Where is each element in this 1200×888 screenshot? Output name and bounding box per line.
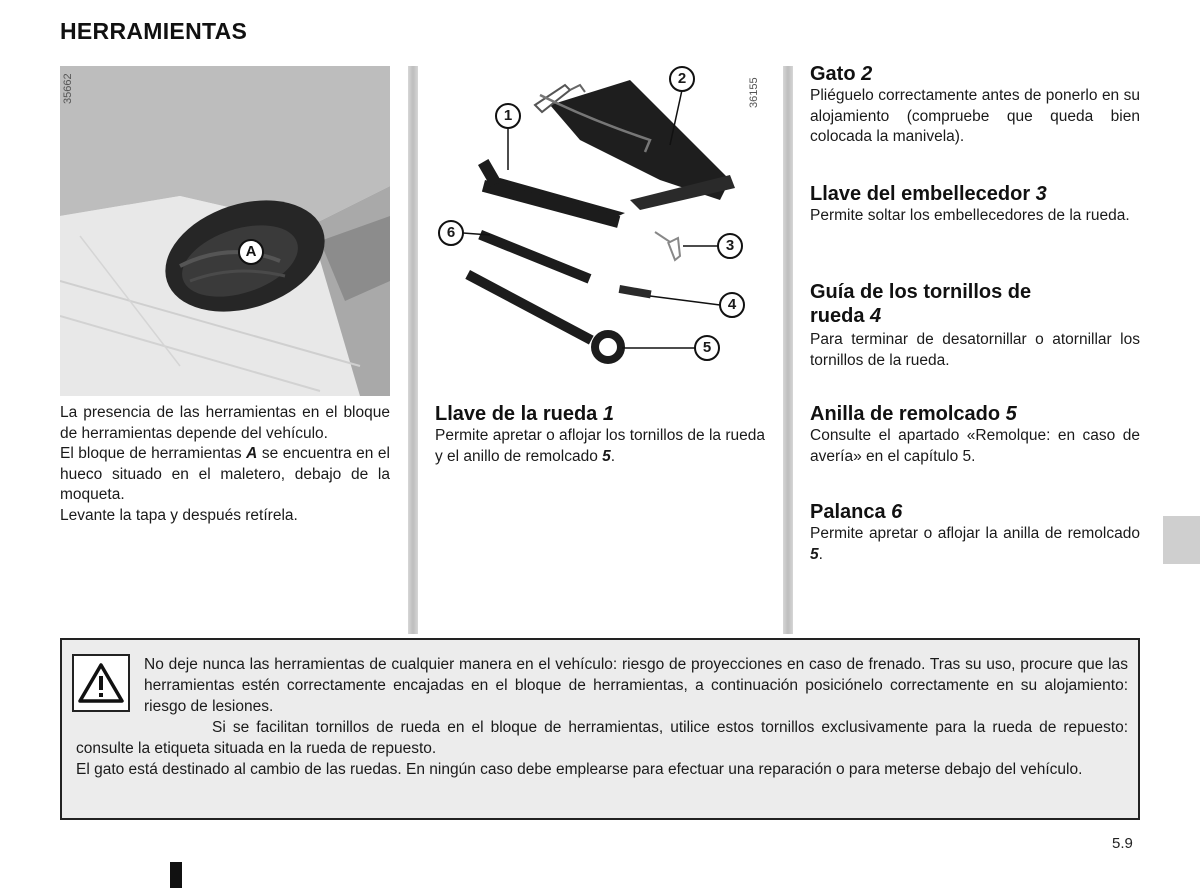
- description-text: Permite apretar o aflojar la anilla de remolcado: [810, 525, 1140, 542]
- callout-6: 6: [446, 224, 456, 241]
- section-title-text: Llave del embellecedor: [810, 183, 1031, 205]
- callout-2: 2: [677, 70, 687, 87]
- reference-a: A: [246, 445, 258, 462]
- section-title: [810, 500, 1140, 524]
- trunk-photo: [60, 66, 390, 396]
- section-title: [810, 182, 1140, 206]
- warning-box: [60, 638, 1140, 820]
- paragraph-remove-cover: Levante la tapa y después retírela.: [60, 506, 298, 524]
- section-ref: 4: [870, 305, 882, 327]
- column-divider-right: [783, 66, 793, 634]
- jack-section: [810, 62, 1140, 148]
- left-column-text: [60, 403, 390, 526]
- callout-3: 3: [725, 237, 735, 254]
- section-ref: 5: [1005, 403, 1017, 425]
- section-description: [435, 426, 770, 467]
- chapter-tab: [1163, 516, 1200, 564]
- section-ref: 2: [861, 63, 873, 85]
- section-title-text: Palanca: [810, 501, 886, 523]
- warning-paragraph: Si se facilitan tornillos de rueda en el bloque de herramientas, utilice estos tornillos exclusivamente para la rueda de repuesto: consulte la etiqueta situada en la rueda de repuesto.: [76, 719, 1128, 757]
- trim-key-section: [810, 182, 1140, 227]
- tools-figure: [430, 60, 780, 400]
- photo-marker-a: A: [245, 243, 257, 260]
- section-title-text: Llave de la rueda: [435, 403, 598, 425]
- reference-5: 5: [602, 447, 611, 465]
- section-title-text: Guía de los tornillos de rueda: [810, 281, 1032, 327]
- section-title: [435, 402, 770, 426]
- section-description: Permite soltar los embellecedores de la rueda.: [810, 207, 1130, 224]
- paragraph-tool-location: [60, 444, 390, 506]
- column-divider-left: [408, 66, 418, 634]
- section-ref: 3: [1035, 183, 1047, 205]
- callout-1: 1: [503, 107, 513, 124]
- section-title: [810, 402, 1140, 426]
- section-title: [810, 280, 1090, 328]
- section-title-text: Gato: [810, 63, 856, 85]
- bolt-guide-description: [810, 330, 1140, 371]
- section-title: [810, 62, 1140, 86]
- paragraph-tool-presence: La presencia de las herramientas en el bloque de herramientas depende del vehículo.: [60, 404, 390, 442]
- page-number: 5.9: [1112, 835, 1133, 852]
- section-title-text: Anilla de remolcado: [810, 403, 1001, 425]
- section-ref: 6: [891, 501, 903, 523]
- warning-paragraph: No deje nunca las herramientas de cualquier manera en el vehículo: riesgo de proyecciones en caso de frenado. Tras su uso, procure que las herramientas estén correctamente encajadas en el bloque de herramientas, a continuación posiciónelo correctamente en su alojamiento: riesgo de lesiones.: [144, 656, 1128, 715]
- bolt-guide-section: [810, 280, 1090, 328]
- section-description: Pliéguelo correctamente antes de ponerlo en su alojamiento (compruebe que queda bien colocada la manivela).: [810, 87, 1140, 145]
- section-ref: 1: [602, 403, 614, 425]
- section-description: [810, 524, 1140, 565]
- description-text: Permite apretar o aflojar los tornillos de la rueda y el anillo de remolcado: [435, 427, 765, 465]
- paragraph-text: El bloque de herramientas: [60, 445, 247, 462]
- figure-code: 36155: [748, 77, 760, 108]
- reference-5: 5: [810, 545, 819, 563]
- paragraph-text: se encuentra en el hueco situado en el maletero, debajo de la moqueta.: [60, 445, 390, 503]
- lever-section: [810, 500, 1140, 565]
- print-mark: [170, 862, 182, 888]
- warning-text: [76, 654, 1128, 780]
- warning-paragraph: El gato está destinado al cambio de las ruedas. En ningún caso debe emplearse para efectuar una reparación o para meterse debajo del vehículo.: [76, 761, 1083, 778]
- section-description: Consulte el apartado «Remolque: en caso de avería» en el capítulo 5.: [810, 427, 1140, 465]
- description-text: .: [610, 447, 616, 465]
- wheel-wrench-section: [435, 402, 770, 467]
- description-text: .: [818, 545, 823, 563]
- callout-4: 4: [727, 296, 737, 313]
- callout-5: 5: [702, 339, 712, 356]
- section-description: Para terminar de desatornillar o atornillar los tornillos de la rueda.: [810, 331, 1140, 369]
- towing-eye-section: [810, 402, 1140, 467]
- photo-code: 35662: [62, 73, 74, 104]
- page-title: HERRAMIENTAS: [60, 18, 248, 44]
